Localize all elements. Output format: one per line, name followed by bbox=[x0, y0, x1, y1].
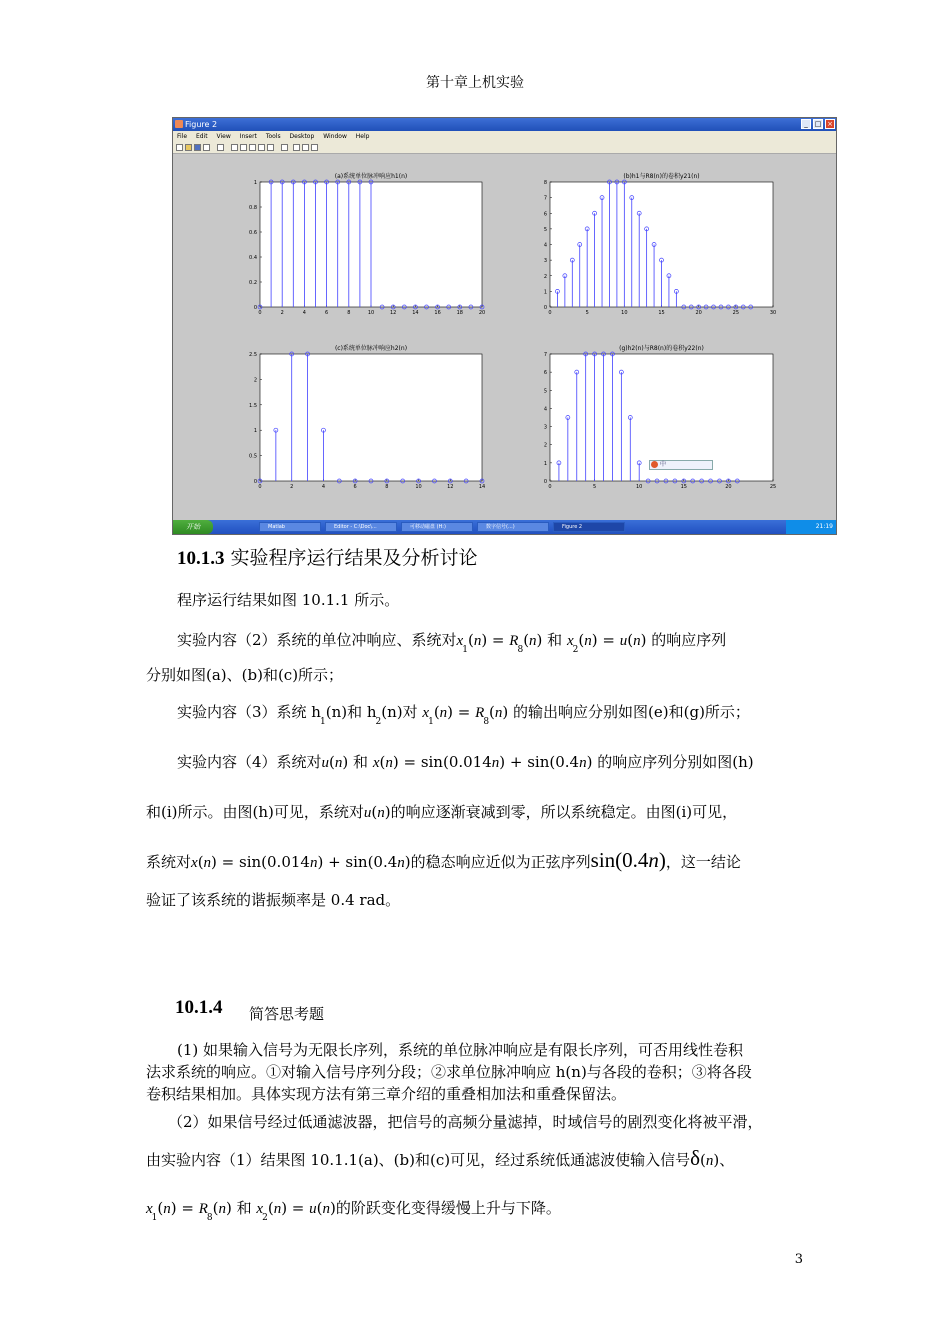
menu-edit[interactable]: Edit bbox=[195, 133, 208, 140]
figure-titlebar[interactable] bbox=[173, 118, 836, 131]
y-tick-label: 0.6 bbox=[249, 230, 257, 236]
text-fragment: 和 bbox=[236, 1199, 252, 1217]
x-tick-label: 15 bbox=[680, 484, 687, 490]
page-header: 第十章上机实验 bbox=[426, 75, 524, 91]
x-tick-label: 4 bbox=[302, 310, 306, 316]
system-tray-clock: 21:19 bbox=[786, 520, 836, 534]
text-fragment: 的阶跃变化变得缓慢上升与下降。 bbox=[335, 1199, 561, 1217]
x-tick-label: 14 bbox=[412, 310, 419, 316]
x-tick-label: 10 bbox=[636, 484, 643, 490]
paragraph-content-4-line2: 和(i)所示。由图(h)可见，系统对u(n)的响应逐渐衰减到零，所以系统稳定。由图(i)可见， bbox=[146, 803, 738, 821]
figure-menubar bbox=[173, 131, 836, 142]
section-number: 10.1.4 bbox=[175, 997, 223, 1018]
taskbar-item-doc[interactable]: 数字信号(...) bbox=[477, 522, 549, 532]
x-tick-label: 10 bbox=[415, 484, 422, 490]
section-heading-10-1-3 bbox=[177, 548, 478, 569]
paragraph-content-3: 实验内容（3）系统 $h_1(n)$和 $h_2(n)$对 $x_1(n) = R_8(n)$ 的输出响应分别如图(e)和(g)所示； bbox=[177, 703, 750, 727]
menu-window[interactable]: Window bbox=[323, 133, 347, 140]
text-fragment: 和 bbox=[353, 753, 369, 771]
text-fragment: 系统对 bbox=[146, 853, 192, 871]
zoom-in-icon[interactable] bbox=[231, 144, 238, 151]
y-tick-label: 5 bbox=[543, 226, 547, 233]
text-fragment: 的响应序列分别如图(h) bbox=[597, 753, 754, 771]
text-fragment: 的响应逐渐衰减到零，所以系统稳定。由图(i)可见， bbox=[390, 803, 738, 821]
y-tick-label: 0 bbox=[253, 305, 257, 311]
x-tick-label: 20 bbox=[478, 310, 486, 316]
text-fragment: 的输出响应分别如图(e)和(g)所示； bbox=[513, 703, 750, 721]
x-tick-label: 25 bbox=[732, 310, 740, 316]
matlab-app-icon bbox=[175, 120, 183, 128]
text-fragment: 的稳态响应近似为正弦序列 bbox=[410, 853, 591, 871]
y-tick-label: 7 bbox=[543, 352, 547, 358]
text-fragment: (n)对 bbox=[381, 703, 418, 721]
y-tick-label: 0.4 bbox=[249, 255, 257, 261]
answer-1-line2: 法求系统的响应。①对输入信号序列分段；②求单位脉冲响应 h(n)与各段的卷积；③将各段 bbox=[146, 1063, 752, 1081]
axes-title: (g)h2(n)与R8(n)的卷积y22(n) bbox=[619, 345, 704, 352]
x-tick-label: 12 bbox=[447, 484, 454, 490]
rotate-icon[interactable] bbox=[258, 144, 265, 151]
paragraph-content-2-line2: 分别如图(a)、(b)和(c)所示； bbox=[146, 666, 344, 684]
paragraph-result-intro: 程序运行结果如图 10.1.1 所示。 bbox=[177, 591, 400, 609]
y-tick-label: 1 bbox=[253, 180, 257, 186]
matlab-figure-window bbox=[172, 117, 837, 535]
y-tick-label: 2 bbox=[543, 273, 547, 280]
start-button[interactable]: 开始 bbox=[173, 520, 213, 534]
y-tick-label: 7 bbox=[543, 195, 547, 202]
x-tick-label: 0 bbox=[258, 484, 262, 490]
x-tick-label: 10 bbox=[367, 310, 375, 316]
x-tick-label: 18 bbox=[456, 310, 463, 316]
show-plot-tools-icon[interactable] bbox=[302, 144, 309, 151]
y-tick-label: 1 bbox=[543, 289, 547, 296]
text-fragment: 实验内容（4）系统对 bbox=[177, 753, 322, 771]
text-fragment: 和(i)所示。由图(h)可见，系统对 bbox=[146, 803, 364, 821]
save-icon[interactable] bbox=[194, 144, 201, 151]
minimize-icon[interactable]: _ bbox=[801, 119, 811, 129]
menu-desktop[interactable]: Desktop bbox=[289, 133, 315, 140]
taskbar-item-figure[interactable]: Figure 2 bbox=[553, 522, 625, 532]
menu-tools[interactable]: Tools bbox=[265, 133, 281, 140]
text-fragment: 实验内容（2）系统的单位冲响应、系统对 bbox=[177, 631, 457, 649]
maximize-icon[interactable]: □ bbox=[814, 120, 822, 128]
taskbar-item-editor[interactable]: Editor - C:\Doc\... bbox=[325, 522, 397, 532]
x-tick-label: 6 bbox=[325, 310, 329, 316]
y-tick-label: 6 bbox=[543, 370, 547, 377]
print-icon[interactable] bbox=[203, 144, 210, 151]
y-tick-label: 3 bbox=[543, 424, 547, 431]
axes-title: (b)h1与R8(n)的卷积y21(n) bbox=[623, 173, 700, 180]
answer-2-line2: 由实验内容（1）结果图 10.1.1(a)、(b)和(c)可见，经过系统低通滤波使输入信号δ(n)、 bbox=[146, 1146, 735, 1170]
x-tick-label: 4 bbox=[321, 484, 326, 490]
y-tick-label: 4 bbox=[543, 242, 547, 249]
answer-2-line1: （2）如果信号经过低通滤波器，把信号的高频分量滤掉，时域信号的剧烈变化将被平滑， bbox=[168, 1113, 763, 1131]
dock-icon[interactable] bbox=[311, 144, 318, 151]
x-tick-label: 8 bbox=[385, 484, 389, 490]
x-tick-label: 5 bbox=[593, 484, 597, 490]
y-tick-label: 6 bbox=[543, 211, 547, 218]
text-fragment: 的响应序列 bbox=[651, 631, 727, 649]
section-title: 简答思考题 bbox=[249, 1005, 325, 1023]
answer-2-line3: $x_1(n) = R_8(n)$ 和 $x_2(n) = u(n)$的阶跃变化变得缓慢上升与下降。 bbox=[146, 1199, 561, 1223]
x-tick-label: 16 bbox=[434, 310, 441, 316]
y-tick-label: 1 bbox=[543, 460, 547, 467]
y-tick-label: 0 bbox=[543, 305, 547, 311]
y-tick-label: 2 bbox=[253, 377, 257, 384]
x-tick-label: 6 bbox=[353, 484, 357, 490]
x-tick-label: 0 bbox=[548, 310, 552, 316]
y-tick-label: 0.8 bbox=[249, 205, 257, 211]
y-tick-label: 1.5 bbox=[249, 402, 257, 409]
data-cursor-icon[interactable] bbox=[267, 144, 274, 151]
menu-file[interactable]: File bbox=[177, 133, 188, 140]
y-tick-label: 5 bbox=[543, 388, 547, 395]
stem-plots-canvas bbox=[173, 154, 837, 521]
x-tick-label: 8 bbox=[347, 310, 351, 316]
x-tick-label: 2 bbox=[290, 484, 294, 490]
x-tick-label: 20 bbox=[695, 310, 702, 316]
x-tick-label: 10 bbox=[621, 310, 628, 316]
open-file-icon[interactable] bbox=[185, 144, 192, 151]
pan-icon[interactable] bbox=[249, 144, 256, 151]
y-tick-label: 2 bbox=[543, 442, 547, 449]
answer-1-line3: 卷积结果相加。具体实现方法有第三章介绍的重叠相加法和重叠保留法。 bbox=[146, 1085, 627, 1103]
figure-window-title: Figure 2 bbox=[185, 120, 218, 129]
hide-plot-tools-icon[interactable] bbox=[293, 144, 300, 151]
close-icon[interactable]: × bbox=[825, 119, 835, 129]
figure-toolbar bbox=[173, 142, 836, 154]
section-number: 10.1.3 bbox=[177, 548, 225, 569]
ime-toolbar[interactable] bbox=[649, 460, 713, 470]
windows-taskbar bbox=[173, 520, 836, 534]
taskbar-item-matlab[interactable]: Matlab bbox=[259, 522, 321, 532]
paragraph-content-4-line1: 实验内容（4）系统对u(n) 和 x(n) = sin(0.014n) + sin(0.4n) 的响应序列分别如图(h) bbox=[177, 753, 754, 771]
x-tick-label: 25 bbox=[769, 484, 777, 490]
y-tick-label: 0.2 bbox=[249, 280, 257, 286]
axes-title: (a)系统单位脉冲响应h1(n) bbox=[334, 173, 408, 180]
paragraph-content-4-line4: 验证了该系统的谐振频率是 0.4 rad。 bbox=[146, 891, 401, 909]
x-tick-label: 14 bbox=[478, 484, 486, 490]
text-fragment: (n)和 h bbox=[325, 703, 377, 721]
ime-mode-label[interactable]: 中 bbox=[660, 461, 667, 468]
x-tick-label: 30 bbox=[769, 310, 777, 316]
x-tick-label: 0 bbox=[258, 310, 262, 316]
y-tick-label: 0 bbox=[253, 479, 257, 485]
section-heading-10-1-4 bbox=[175, 996, 223, 1019]
x-tick-label: 5 bbox=[585, 310, 589, 316]
menu-insert[interactable]: Insert bbox=[239, 133, 257, 140]
menu-view[interactable]: View bbox=[216, 133, 231, 140]
text-fragment: 、 bbox=[719, 1151, 735, 1169]
edit-plot-icon[interactable] bbox=[217, 144, 224, 151]
paragraph-content-2-line1: 实验内容（2）系统的单位冲响应、系统对$x_1(n) = R_8(n)$ 和 $x_2(n) = u(n)$ 的响应序列 bbox=[177, 631, 727, 655]
text-fragment: 由实验内容（1）结果图 10.1.1(a)、(b)和(c)可见，经过系统低通滤波使输入信号 bbox=[146, 1151, 691, 1169]
taskbar-item-drive[interactable]: 可移动磁盘 (H:) bbox=[401, 522, 473, 532]
page-number: 3 bbox=[794, 1252, 803, 1267]
x-tick-label: 12 bbox=[390, 310, 397, 316]
new-figure-icon[interactable] bbox=[176, 144, 183, 151]
y-tick-label: 3 bbox=[543, 258, 547, 265]
section-title: 实验程序运行结果及分析讨论 bbox=[230, 547, 478, 569]
text-fragment: 实验内容（3）系统 h bbox=[177, 703, 321, 721]
y-tick-label: 0 bbox=[543, 479, 547, 485]
text-fragment: 和 bbox=[547, 631, 563, 649]
colorbar-icon[interactable] bbox=[281, 144, 288, 151]
text-fragment: ，这一结论 bbox=[665, 853, 741, 871]
menu-help[interactable]: Help bbox=[355, 133, 370, 140]
y-tick-label: 2.5 bbox=[249, 352, 257, 358]
ime-logo-icon bbox=[651, 461, 658, 468]
y-tick-label: 1 bbox=[253, 428, 257, 435]
x-tick-label: 15 bbox=[658, 310, 665, 316]
answer-1-line1: (1) 如果输入信号为无限长序列，系统的单位脉冲响应是有限长序列，可否用线性卷积 bbox=[177, 1041, 744, 1059]
paragraph-content-4-line3: 系统对x(n) = sin(0.014n) + sin(0.4n)的稳态响应近似为正弦序列sin(0.4n)，这一结论 bbox=[146, 848, 741, 872]
zoom-out-icon[interactable] bbox=[240, 144, 247, 151]
x-tick-label: 2 bbox=[280, 310, 284, 316]
x-tick-label: 0 bbox=[548, 484, 552, 490]
y-tick-label: 4 bbox=[543, 406, 547, 413]
y-tick-label: 0.5 bbox=[249, 453, 257, 460]
axes-title: (c)系统单位脉冲响应h2(n) bbox=[334, 345, 408, 352]
x-tick-label: 20 bbox=[725, 484, 732, 490]
y-tick-label: 8 bbox=[543, 180, 547, 186]
axes-box bbox=[260, 354, 482, 481]
